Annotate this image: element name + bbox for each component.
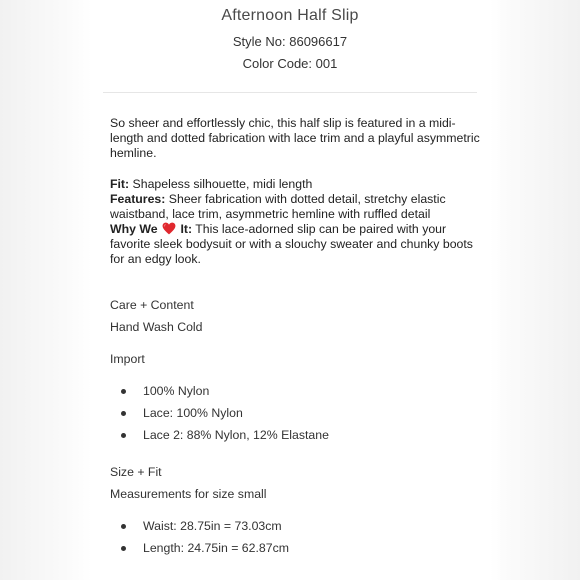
care-heading: Care + Content (110, 298, 194, 312)
bullet-icon (121, 411, 126, 416)
intro-paragraph: So sheer and effortlessly chic, this half slip is featured in a midi-length and dotted fabrication with lace trim and a playful asymmetric hemline. (110, 116, 480, 160)
header-divider (103, 92, 477, 93)
color-code: Color Code: 001 (242, 56, 338, 71)
fit-line (110, 177, 480, 192)
bullet-icon (121, 524, 126, 529)
fit-label: Fit: (110, 177, 130, 191)
features-text: Sheer fabrication with dotted detail, stretchy elastic waistband, lace trim, asymmetric hemline with ruffled detail (110, 192, 446, 221)
origin: Import (110, 352, 145, 366)
heart-icon (162, 222, 176, 235)
product-detail-page: Afternoon Half Slip Style No: 86096617 Color Code: 001 So sheer and effortlessly chic, this half slip is featured in a midi-length and dotted fabrication with lace trim and a playful asymmetric hemline. Fit: Shapeless silhouette, midi length Features: Sheer fabrication with dotted detail, stretchy elastic waistband, lace trim, asymmetric hemline with ruffled detail Why We It: This lace-adorned slip can be paired with your favorite sleek bodysuit or with a slouchy sweater and chunky boots for an edgy look. Care + Content Hand Wash Cold Import 100% Nylon Lace: 100% Nylon Lace 2: 88% Nylon, 12% Elastane Size + Fit Measurements for size small Waist: 28.75in = 73.03cm Length: 24.75in = 62.87cm (0, 0, 580, 580)
product-description (110, 116, 480, 267)
product-title: Afternoon Half Slip (221, 7, 359, 24)
why-text: This lace-adorned slip can be paired with your favorite sleek bodysuit or with a slouchy sweater and chunky boots for an edgy look. (110, 222, 473, 266)
bullet-icon (121, 433, 126, 438)
wash-instructions: Hand Wash Cold (110, 320, 203, 334)
measurements-subheading: Measurements for size small (110, 487, 267, 501)
why-we-love-it-line (110, 222, 480, 267)
why-label-start: Why We (110, 222, 158, 236)
size-fit-heading: Size + Fit (110, 465, 162, 479)
features-label: Features: (110, 192, 166, 206)
fit-text: Shapeless silhouette, midi length (129, 177, 313, 191)
style-number: Style No: 86096617 (232, 34, 348, 49)
bullet-icon (121, 389, 126, 394)
bullet-icon (121, 546, 126, 551)
why-label-end: It: (180, 222, 193, 236)
features-line (110, 192, 480, 222)
fit-features-block (110, 177, 480, 267)
